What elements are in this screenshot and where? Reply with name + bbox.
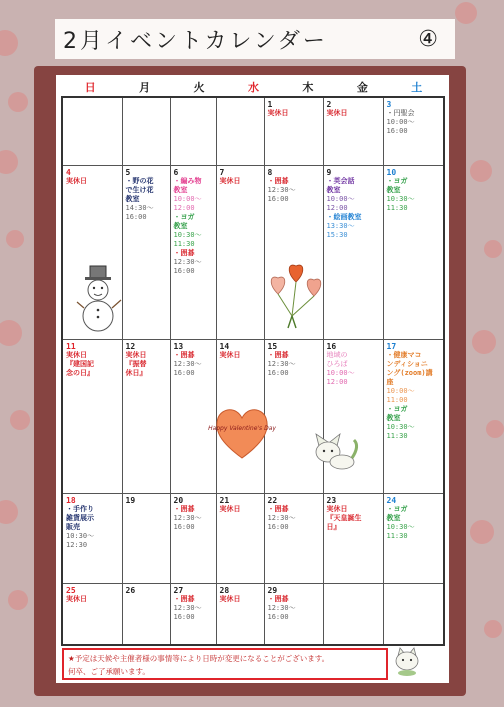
event-line: ひろば xyxy=(326,359,348,368)
event-line: 実休日 xyxy=(219,350,241,359)
calendar-week-row xyxy=(62,583,444,645)
bg-dot xyxy=(0,320,22,346)
calendar-day-cell xyxy=(170,583,216,645)
day-number: 29 xyxy=(267,585,278,595)
calendar-day-cell xyxy=(216,583,264,645)
event-line: 12:30～ xyxy=(173,359,202,368)
event-line: ・絵画教室 xyxy=(326,212,362,221)
weekday-mon: 月 xyxy=(139,81,151,94)
bg-dot xyxy=(0,150,18,174)
event-line: で生け花 xyxy=(125,185,154,194)
calendar-day-cell xyxy=(216,97,264,165)
page-number: ④ xyxy=(418,26,441,52)
calendar-day-cell xyxy=(264,583,323,645)
day-number: 26 xyxy=(125,585,136,595)
day-number: 4 xyxy=(66,167,71,177)
heart-balloons-illustration xyxy=(266,258,328,330)
event-line: 16:00 xyxy=(125,212,147,221)
event-line: 教室 xyxy=(386,413,401,422)
event-line: ・ヨガ xyxy=(386,404,408,413)
event-line: ・編み物 xyxy=(173,176,202,185)
event-line: 16:00 xyxy=(386,127,408,135)
event-line: ンディショニ xyxy=(386,359,428,368)
event-line: 座 xyxy=(386,377,394,386)
day-number: 22 xyxy=(267,495,278,505)
fox-illustration xyxy=(312,428,360,472)
event-line: 教室 xyxy=(326,185,341,194)
bg-dot xyxy=(486,420,504,438)
calendar-day-cell xyxy=(323,97,383,165)
bg-dot xyxy=(484,620,502,638)
event-line: 10:30～ xyxy=(386,422,415,431)
event-line: ・手作り xyxy=(66,504,94,513)
event-line: 実休日 xyxy=(326,504,348,513)
event-line: 休日』 xyxy=(125,368,147,377)
calendar-day-cell xyxy=(170,165,216,339)
event-line: 実休日 xyxy=(125,350,147,359)
event-line: ・ヨガ xyxy=(386,176,408,185)
event-line: ・囲碁 xyxy=(267,504,289,513)
event-line: 10:00～ xyxy=(386,386,415,395)
snowman-illustration xyxy=(76,264,124,334)
day-number: 11 xyxy=(66,341,76,351)
event-line: 16:00 xyxy=(267,612,289,621)
event-line: 12:30 xyxy=(66,540,88,549)
event-line: 教室 xyxy=(386,185,401,194)
bg-dot xyxy=(10,410,30,430)
event-line: ・英会話 xyxy=(326,176,355,185)
event-line: 13:30～ xyxy=(326,221,355,230)
event-line: 実休日 xyxy=(219,176,241,185)
event-line: 15:30 xyxy=(326,230,348,239)
event-line: 11:30 xyxy=(173,239,195,248)
day-number: 15 xyxy=(267,341,278,351)
calendar-day-cell xyxy=(264,493,323,583)
event-line: ・囲碁 xyxy=(173,594,195,603)
weekday-tue: 火 xyxy=(193,81,205,94)
calendar-grid xyxy=(61,96,445,646)
event-line: 『建国記 xyxy=(66,359,94,368)
event-line: 12:30～ xyxy=(173,513,202,522)
day-number: 21 xyxy=(219,495,230,505)
calendar-day-cell xyxy=(383,583,444,645)
day-number: 1 xyxy=(267,100,273,109)
event-line: 雑貨展示 xyxy=(66,513,94,522)
event-line: 実休日 xyxy=(219,504,241,513)
event-line: ・囲碁 xyxy=(267,176,289,185)
event-line: 12:30～ xyxy=(267,359,296,368)
calendar-day-cell xyxy=(383,97,444,165)
calendar-day-cell xyxy=(216,165,264,339)
calendar-day-cell xyxy=(122,97,170,165)
bg-dot xyxy=(8,92,28,112)
title-text: 2月イベントカレンダー xyxy=(63,28,328,54)
bg-dot xyxy=(8,590,28,610)
event-line: 実休日 xyxy=(326,109,348,117)
day-number: 25 xyxy=(66,585,76,595)
event-line: 12:00 xyxy=(326,203,348,212)
event-line: 10:30～ xyxy=(386,522,415,531)
event-line: 16:00 xyxy=(173,612,195,621)
day-number: 19 xyxy=(125,495,136,505)
event-line: 16:00 xyxy=(267,522,289,531)
calendar-day-cell xyxy=(170,97,216,165)
day-number: 2 xyxy=(326,100,332,109)
event-line: 『振替 xyxy=(125,359,147,368)
event-line: ・囲碁 xyxy=(267,594,289,603)
bg-dot xyxy=(470,520,494,544)
calendar-day-cell xyxy=(383,339,444,493)
event-line: 14:30～ xyxy=(125,203,154,212)
day-number: 12 xyxy=(125,341,136,351)
event-line: ・囲碁 xyxy=(173,504,195,513)
badge-text: Happy Valentine's Day xyxy=(208,425,276,432)
event-line: 16:00 xyxy=(173,266,195,275)
day-number: 3 xyxy=(386,100,392,109)
cat-illustration xyxy=(392,646,422,676)
calendar-week-row xyxy=(62,97,444,165)
event-line: 教室 xyxy=(125,194,140,203)
calendar-day-cell xyxy=(62,339,122,493)
day-number: 18 xyxy=(66,495,76,505)
calendar-day-cell xyxy=(323,493,383,583)
bg-dot xyxy=(484,240,502,258)
day-number: 13 xyxy=(173,341,184,351)
calendar-day-cell xyxy=(170,493,216,583)
calendar-day-cell xyxy=(170,339,216,493)
weekday-sat: 土 xyxy=(411,81,423,94)
calendar-day-cell xyxy=(383,165,444,339)
event-line: 10:00～ xyxy=(326,368,355,377)
weekday-wed: 水 xyxy=(247,81,259,94)
event-line: 10:00～ xyxy=(326,194,355,203)
event-line: ・円聖会 xyxy=(386,109,415,117)
notice-line-2: 何卒、ご了承願います。 xyxy=(68,667,150,676)
weekday-sun: 日 xyxy=(84,81,96,94)
calendar-day-cell xyxy=(323,165,383,339)
event-line: 実休日 xyxy=(219,594,241,603)
notice-box xyxy=(62,648,388,680)
weekday-fri: 金 xyxy=(356,81,368,94)
day-number: 10 xyxy=(386,167,397,177)
event-line: ・囲碁 xyxy=(173,248,195,257)
event-line: 教室 xyxy=(386,513,401,522)
event-line: 実休日 xyxy=(66,350,87,359)
event-line: 教室 xyxy=(173,185,188,194)
event-line: 販売 xyxy=(66,522,80,531)
bg-dot xyxy=(6,230,24,248)
bg-dot xyxy=(455,2,477,24)
event-line: 教室 xyxy=(173,221,188,230)
bg-dot xyxy=(0,500,18,524)
calendar-day-cell xyxy=(122,339,170,493)
day-number: 9 xyxy=(326,167,332,177)
event-line: 実休日 xyxy=(267,109,289,117)
day-number: 16 xyxy=(326,341,337,351)
event-line: 10:30～ xyxy=(386,194,415,203)
day-number: 5 xyxy=(125,167,131,177)
day-number: 6 xyxy=(173,167,179,177)
day-number: 14 xyxy=(219,341,230,351)
event-line: ング(zoom)講 xyxy=(386,368,433,377)
calendar-day-cell xyxy=(62,493,122,583)
event-line: 11:30 xyxy=(386,531,408,540)
event-line: 12:30～ xyxy=(267,603,296,612)
calendar-day-cell xyxy=(122,165,170,339)
event-line: 11:00 xyxy=(386,395,408,404)
page-title xyxy=(55,19,455,59)
valentine-heart-badge xyxy=(208,404,276,462)
event-line: 16:00 xyxy=(173,522,195,531)
calendar-day-cell xyxy=(122,493,170,583)
event-line: 16:00 xyxy=(267,194,289,203)
event-line: 実休日 xyxy=(66,176,87,185)
event-line: 12:30～ xyxy=(173,603,202,612)
event-line: 実休日 xyxy=(66,594,87,603)
event-line: ・健康マコ xyxy=(386,350,422,359)
day-number: 7 xyxy=(219,167,225,177)
calendar-day-cell xyxy=(383,493,444,583)
event-line: 16:00 xyxy=(267,368,289,377)
event-line: 12:30～ xyxy=(173,257,202,266)
event-line: 12:00 xyxy=(326,377,348,386)
bg-dot xyxy=(0,30,18,56)
day-number: 27 xyxy=(173,585,184,595)
day-number: 24 xyxy=(386,495,397,505)
event-line: 10:30～ xyxy=(173,230,202,239)
event-line: ・囲碁 xyxy=(173,350,195,359)
day-number: 20 xyxy=(173,495,184,505)
weekday-header xyxy=(63,79,444,96)
event-line: ・野の花 xyxy=(125,176,154,185)
day-number: 8 xyxy=(267,167,273,177)
event-line: 10:00～ xyxy=(173,194,202,203)
event-line: 10:00～ xyxy=(386,118,415,126)
event-line: 念の日』 xyxy=(66,368,94,377)
event-line: ・ヨガ xyxy=(386,504,408,513)
calendar-day-cell xyxy=(62,583,122,645)
calendar-day-cell xyxy=(323,583,383,645)
event-line: ・ヨガ xyxy=(173,212,195,221)
notice-line-1: ★予定は天候や主催者様の事情等により日時が変更になることがございます。 xyxy=(68,654,330,663)
event-line: 日』 xyxy=(326,522,341,531)
day-number: 28 xyxy=(219,585,230,595)
calendar-week-row xyxy=(62,493,444,583)
event-line: 11:30 xyxy=(386,431,408,440)
day-number: 23 xyxy=(326,495,337,505)
event-line: 12:30～ xyxy=(267,185,296,194)
event-line: 10:30～ xyxy=(66,531,95,540)
event-line: 『天皇誕生 xyxy=(326,513,362,522)
calendar-day-cell xyxy=(216,493,264,583)
calendar-day-cell xyxy=(62,97,122,165)
event-line: 12:00 xyxy=(173,203,195,212)
event-line: 16:00 xyxy=(173,368,195,377)
event-line: 11:30 xyxy=(386,203,408,212)
event-line: ・囲碁 xyxy=(267,350,289,359)
event-line: 12:30～ xyxy=(267,513,296,522)
day-number: 17 xyxy=(386,341,397,351)
calendar-day-cell xyxy=(122,583,170,645)
bg-dot xyxy=(470,160,492,182)
calendar-day-cell xyxy=(264,97,323,165)
weekday-thu: 木 xyxy=(302,81,314,94)
bg-dot xyxy=(472,330,496,354)
event-line: 地域の xyxy=(326,350,348,359)
